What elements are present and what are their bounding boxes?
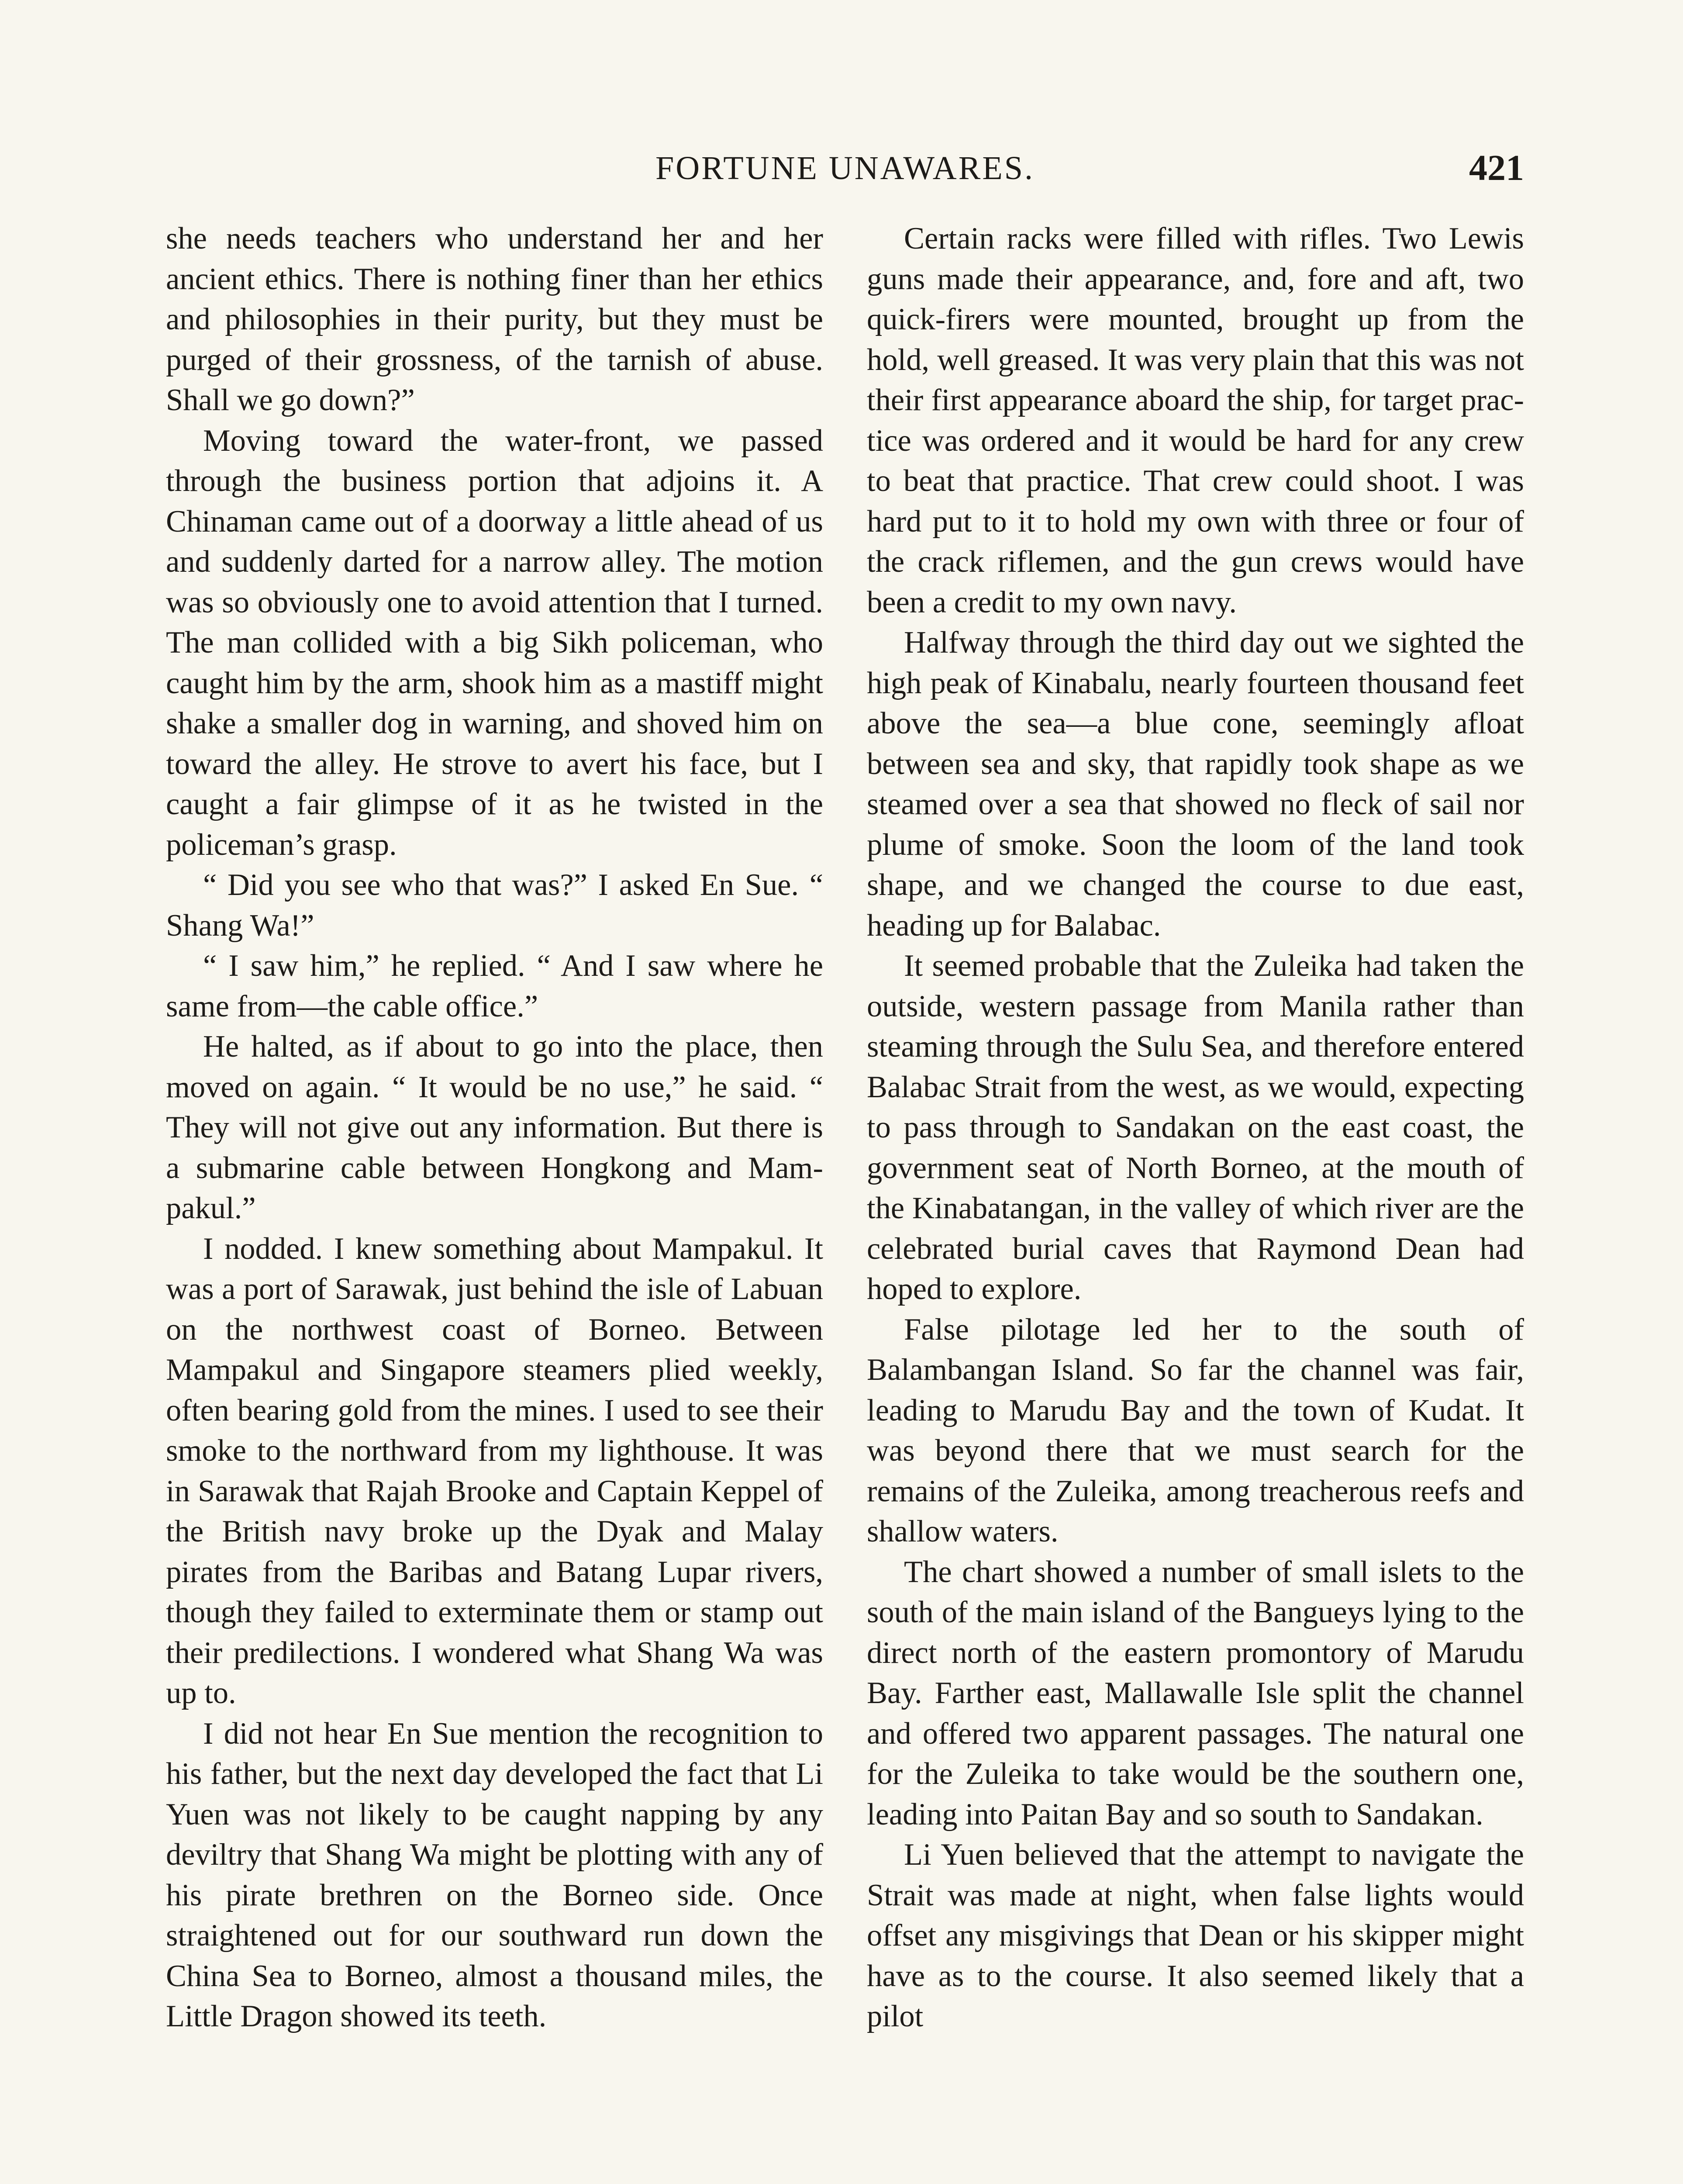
paragraph: Certain racks were filled with rifles. Two Lewis guns made their appearance, and, fore and aft, two quick-firers were mounted, brought up from the hold, well greased. It was very plain that this was not their first appearance aboard the ship, for target practice was ordered and it would be hard for any crew to beat that practice. That crew could shoot. I was hard put to it to hold my own with three or four of the crack riflemen, and the gun crews would have been a credit to my own navy. <box>867 221 1524 619</box>
paragraph: I did not hear En Sue mention the recognition to his father, but the next day developed the fact that Li Yuen was not likely to be caught napping by any deviltry that Shang Wa might be plotting with any of his pirate brethren on the Borneo side. Once straightened out for our southward run down the China Sea to Borneo, almost a thousand miles, the Little Dragon showed its teeth. <box>166 1716 823 2033</box>
paragraph: The chart showed a number of small islets to the south of the main island of the Bangueys lying to the direct north of the eastern promontory of Marudu Bay. Farther east, Mallawalle Isle split the channel and offered two apparent passages. The natural one for the Zuleika to take would be the southern one, leading into Paitan Bay and so south to Sandakan. <box>867 1555 1524 1832</box>
paragraph: she needs teachers who understand her and her ancient ethics. There is nothing finer than her ethics and philosophies in their purity, but they must be purged of their grossness, of the tarnish of abuse. Shall we go down?” <box>166 221 823 417</box>
right-column <box>867 218 1524 2037</box>
paragraph: Li Yuen believed that the attempt to navigate the Strait was made at night, when false lights would offset any misgivings that Dean or his skipper might have as to the course. It also seemed likely that a pilot <box>867 1838 1524 2033</box>
paragraph: “ I saw him,” he replied. “ And I saw where he same from—the cable office.” <box>166 949 823 1023</box>
left-column <box>166 218 823 2037</box>
paragraph: I nodded. I knew something about Mampakul. It was a port of Sarawak, just behind the isle of Labuan on the northwest coast of Borneo. Between Mampakul and Singapore steamers plied weekly, often bearing gold from the mines. I used to see their smoke to the northward from my lighthouse. It was in Sarawak that Rajah Brooke and Captain Keppel of the British navy broke up the Dyak and Malay pirates from the Baribas and Batang Lupar rivers, though they failed to exterminate them or stamp out their predilections. I wondered what Shang Wa was up to. <box>166 1231 823 1710</box>
paragraph: “ Did you see who that was?” I asked En Sue. “ Shang Wa!” <box>166 868 823 943</box>
paragraph: It seemed probable that the Zuleika had taken the outside, western passage from Manila rather than steaming through the Sulu Sea, and therefore entered Balabac Strait from the west, as we would, expecting to pass through to Sandakan on the east coast, the government seat of North Borneo, at the mouth of the Kinabatangan, in the valley of which river are the celebrated burial caves that Raymond Dean had hoped to explore. <box>867 949 1524 1306</box>
paragraph: He halted, as if about to go into the place, then moved on again. “ It would be no use,” he said. “ They will not give out any information. But there is a submarine cable between Hongkong and Mampakul.” <box>166 1030 823 1225</box>
paragraph: False pilotage led her to the south of Balambangan Island. So far the channel was fair, leading to Marudu Bay and the town of Kudat. It was beyond there that we must search for the remains of the Zuleika, among treacherous reefs and shallow waters. <box>867 1312 1524 1548</box>
paragraph: Halfway through the third day out we sighted the high peak of Kinabalu, nearly fourteen thousand feet above the sea—a blue cone, seemingly afloat between sea and sky, that rapidly took shape as we steamed over a sea that showed no fleck of sail nor plume of smoke. Soon the loom of the land took shape, and we changed the course to due east, heading up for Balabac. <box>867 625 1524 943</box>
paragraph: Moving toward the water-front, we passed through the business portion that adjoins it. A Chinaman came out of a doorway a little ahead of us and suddenly darted for a narrow alley. The motion was so obviously one to avoid attention that I turned. The man collided with a big Sikh policeman, who caught him by the arm, shook him as a mastiff might shake a smaller dog in warning, and shoved him on toward the alley. He strove to avert his face, but I caught a fair glimpse of it as he twisted in the policeman’s grasp. <box>166 423 823 862</box>
page-number: 421 <box>1469 148 1524 188</box>
running-head <box>166 146 1524 194</box>
running-title: FORTUNE UNAWARES. <box>655 150 1035 187</box>
